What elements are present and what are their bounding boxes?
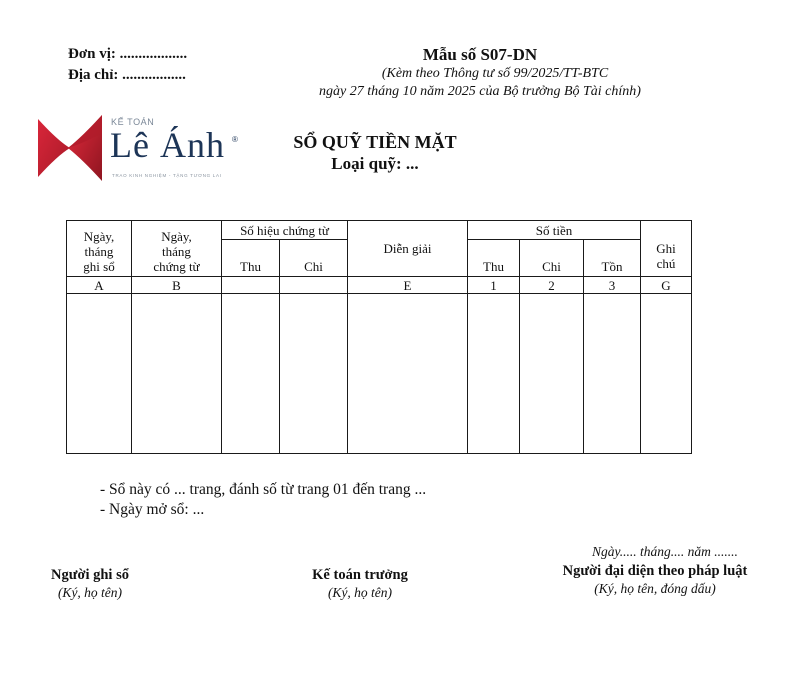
page-count-note: - Sổ này có ... trang, đánh số từ trang 01 đến trang ... [100,481,427,498]
unit-info [68,44,187,86]
logo-top-text: KẾ TOÁN [111,117,155,127]
address-label: Địa chỉ: ................. [68,67,186,83]
header-voucher-out: Chi [280,240,348,277]
form-header [270,44,690,101]
cash-ledger-table [66,220,692,454]
logo-tagline: TRAO KINH NGHIỆM - TẶNG TƯƠNG LAI [112,173,222,178]
table-cell [348,294,468,454]
signature-chief-accountant [290,566,430,602]
header-text: tháng [84,244,114,259]
signature-note: (Ký, họ tên, đóng dấu) [594,581,716,596]
header-amount-in: Thu [468,240,520,277]
logo [38,115,258,185]
column-code: 1 [468,277,520,294]
header-text: Ghi [656,240,676,256]
header-amount-out: Chi [520,240,584,277]
logo-mark-icon [38,115,102,181]
unit-label: Đơn vị: .................. [68,46,188,62]
column-code [280,277,348,294]
header-voucher-date [132,221,222,277]
signature-date-line: Ngày..... tháng.... năm ....... [592,544,738,559]
header-text: Ngày, [161,229,192,244]
header-text: chú [656,255,676,271]
column-code: G [641,277,692,294]
header-text: tháng [162,244,191,259]
header-amount-balance: Tồn [584,240,641,277]
table-cell [584,294,641,454]
column-code: A [67,277,132,294]
logo-name: Lê Ánh [110,125,225,165]
registered-mark-icon: ® [232,135,238,144]
signature-note: (Ký, họ tên) [57,585,123,600]
table-cell [67,294,132,454]
column-code: E [348,277,468,294]
column-code: 2 [520,277,584,294]
signature-role: Người ghi sổ [51,567,129,583]
header-text: chứng từ [153,259,200,274]
header-text: Ngày, [83,229,115,244]
signature-role: Người đại diện theo pháp luật [562,563,748,579]
table-cell [132,294,222,454]
header-text: ghi sổ [83,259,115,274]
signature-legal-representative [530,542,780,598]
table-row [67,294,692,454]
header-voucher-in: Thu [222,240,280,277]
form-code: Mẫu số S07-DN [422,45,538,64]
column-code: 3 [584,277,641,294]
table-cell [280,294,348,454]
form-reference-line-1: (Kèm theo Thông tư số 99/2025/TT-BTC [381,66,609,81]
signature-recorder [30,566,150,602]
table-cell [520,294,584,454]
table-cell [641,294,692,454]
column-code [222,277,280,294]
form-reference-line-2: ngày 27 tháng 10 năm 2025 của Bộ trưởng Bộ Tài chính) [319,84,641,99]
ledger-notes [100,480,426,520]
column-code-row [67,277,692,294]
header-record-date [67,221,132,277]
header-voucher-number-group: Số hiệu chứng từ [222,221,348,240]
column-code: B [132,277,222,294]
signature-role: Kế toán trưởng [312,567,408,583]
header-description: Diễn giải [348,221,468,277]
opening-date-note: - Ngày mở sổ: ... [100,501,205,518]
signature-note: (Ký, họ tên) [327,585,393,600]
table-cell [468,294,520,454]
table-cell [222,294,280,454]
header-amount-group: Số tiền [468,221,641,240]
header-note [641,221,692,277]
fund-type: Loại quỹ: ... [331,154,419,173]
page-title: SỔ QUỸ TIỀN MẶT [293,132,457,152]
title-block [270,131,480,175]
